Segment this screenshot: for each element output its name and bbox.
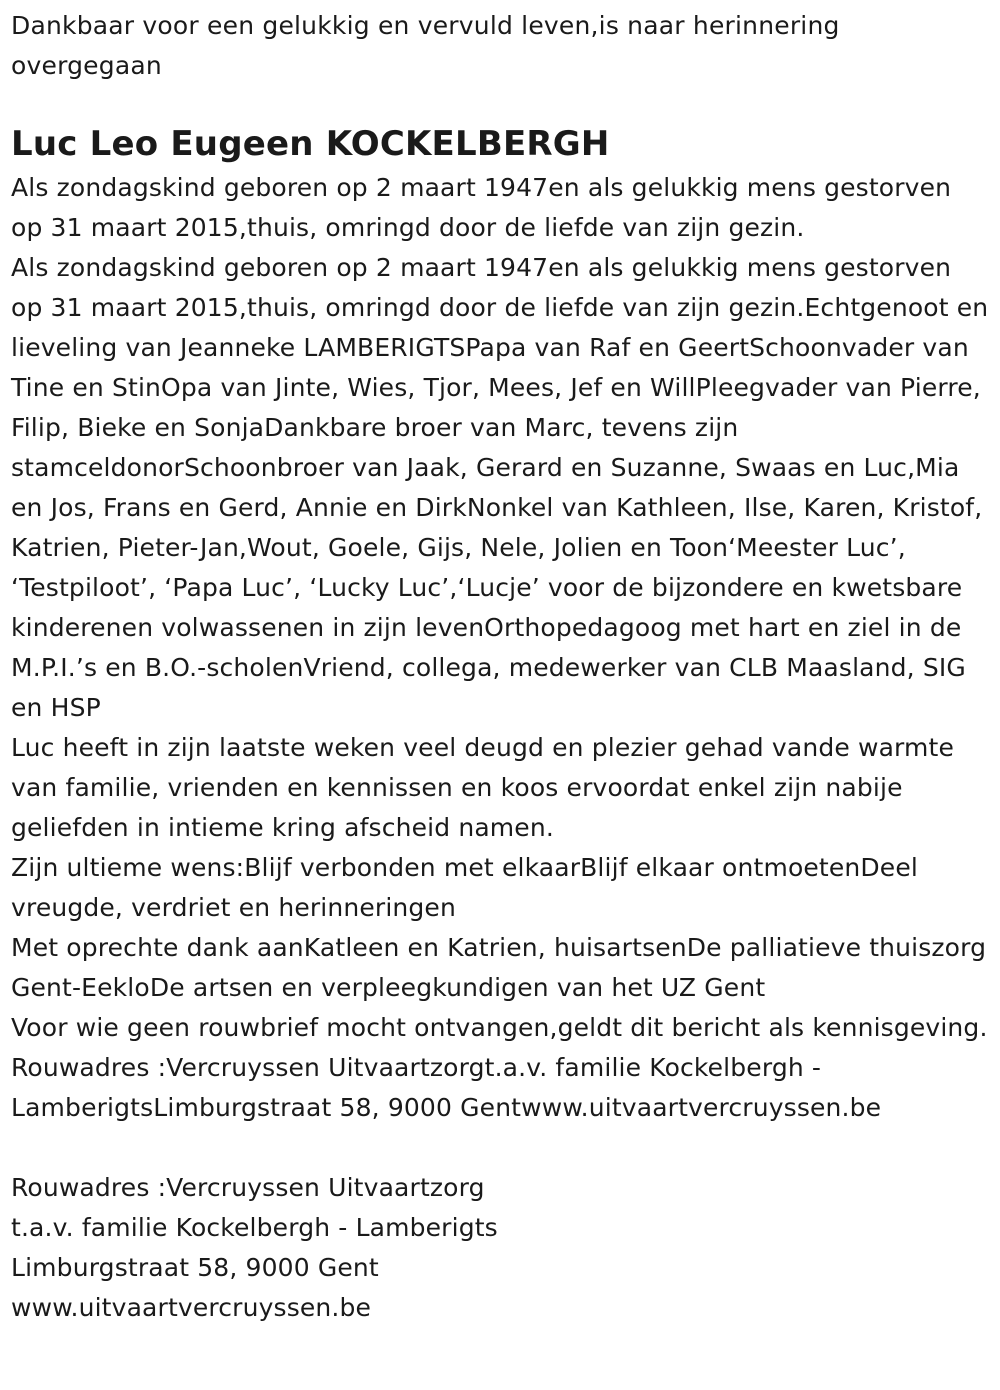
address-line-2: t.a.v. familie Kockelbergh - Lamberigts (11, 1213, 498, 1242)
paragraph-family: Als zondagskind geboren op 2 maart 1947en als gelukkig mens gestorven op 31 maart 2015,thuis, omringd door de liefde van zijn gezin.Echtgenoot en lieveling van Jeanneke LAMBERIGTSPapa van Raf en GeertSchoonvader van Tine en StinOpa van Jinte, Wies, Tjor, Mees, Jef en WillPleegvader van Pierre, Filip, Bieke en SonjaDankbare broer van Marc, tevens zijn stamceldonorSchoonbroer van Jaak, Gerard en Suzanne, Swaas en Luc,Mia en Jos, Frans en Gerd, Annie en DirkNonkel van Kathleen, Ilse, Karen, Kristof, Katrien, Pieter-Jan,Wout, Goele, Gijs, Nele, Jolien en Toon‘Meester Luc’, ‘Testpiloot’, ‘Papa Luc’, ‘Lucky Luc’,‘Lucje’ voor de bijzondere en kwetsbare kinderenen volwassenen in zijn levenOrthopedagoog met hart en ziel in de M.P.I.’s en B.O.-scholenVriend, collega, medewerker van CLB Maasland, SIG en HSP (11, 253, 989, 722)
paragraph-address-inline: Rouwadres :Vercruyssen Uitvaartzorgt.a.v. familie Kockelbergh - LamberigtsLimburgstraat 58, 9000 Gentwww.uitvaartvercruyssen.be (11, 1053, 882, 1122)
deceased-name: Luc Leo Eugeen KOCKELBERGH (11, 124, 610, 164)
paragraph-birth-death: Als zondagskind geboren op 2 maart 1947en als gelukkig mens gestorven op 31 maart 2015,thuis, omringd door de liefde van zijn gezin. (11, 173, 952, 242)
paragraph-last-wish: Zijn ultieme wens:Blijf verbonden met elkaarBlijf elkaar ontmoetenDeel vreugde, verdriet en herinneringen (11, 853, 918, 922)
paragraph-last-weeks: Luc heeft in zijn laatste weken veel deugd en plezier gehad vande warmte van familie, vrienden en kennissen en koos ervoordat enkel zijn nabije geliefden in intieme kring afscheid namen. (11, 733, 955, 842)
website-link[interactable]: www.uitvaartvercruyssen.be (11, 1293, 372, 1322)
address-line-3: Limburgstraat 58, 9000 Gent (11, 1253, 379, 1282)
spacer (11, 1128, 990, 1168)
intro-text: Dankbaar voor een gelukkig en vervuld leven,is naar herinnering overgegaan (11, 11, 840, 80)
paragraph-notice: Voor wie geen rouwbrief mocht ontvangen,geldt dit bericht als kennisgeving. (11, 1013, 988, 1042)
address-line-1: Rouwadres :Vercruyssen Uitvaartzorg (11, 1173, 485, 1202)
paragraph-thanks: Met oprechte dank aanKatleen en Katrien, huisartsenDe palliatieve thuiszorg Gent-EekloDe artsen en verpleegkundigen van het UZ Gent (11, 933, 987, 1002)
obituary-body (11, 168, 990, 1328)
address-block (11, 1168, 990, 1328)
